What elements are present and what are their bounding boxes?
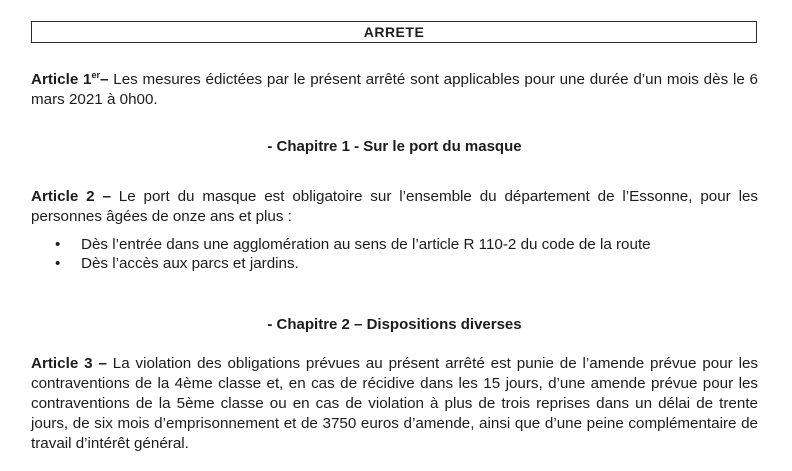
chapter-1-heading: - Chapitre 1 - Sur le port du masque [267,138,522,155]
article-3-label: Article 3 – [31,355,107,372]
chapter-2-heading: - Chapitre 2 – Dispositions diverses [267,316,522,333]
article-1-superscript: er [91,70,101,80]
document-title: ARRETE [31,21,757,43]
article-1-label: Article 1er– [31,70,109,88]
article-3-text: La violation des obligations prévues au présent arrêté est punie de l’amende prévue pour les contraventions de la 4ème classe et, en cas de récidive dans les 15 jours, d’une amende prévue pour les contraventions de la 5ème classe ou en cas de violation à plus de trois reprises dans un délai de trente jours, de six mois d’emprisonnement et de 3750 euros d’amende, ainsi que d’une peine complémentaire de travail d’intérêt général. [31,355,758,452]
list-item [31,254,758,273]
bullet-marker: • [55,255,61,272]
article-2-label: Article 2 – [31,188,111,205]
article-3 [31,354,758,454]
bullet-list [31,235,758,273]
list-item [31,235,758,254]
bullet-marker: • [55,236,61,253]
list-item-text: Dès l’accès aux parcs et jardins. [81,255,299,272]
article-2-text: Le port du masque est obligatoire sur l’ensemble du département de l’Essonne, pour les personnes âgées de onze ans et plus : [31,188,758,225]
list-item-text: Dès l’entrée dans une agglomération au sens de l’article R 110-2 du code de la route [81,236,651,253]
article-1 [31,70,758,110]
article-1-text: Les mesures édictées par le présent arrêté sont applicables pour une durée d’un mois dès le 6 mars 2021 à 0h00. [31,71,758,108]
article-2 [31,187,758,227]
